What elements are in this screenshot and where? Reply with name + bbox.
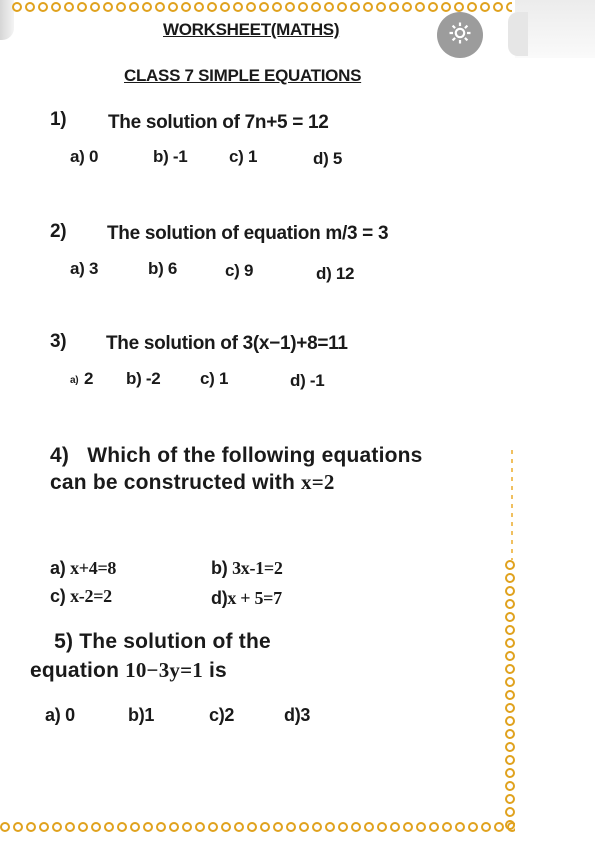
question-4-option-d-label: d) [211,588,228,608]
right-ring-border [505,560,519,830]
question-4-text: Which of the following equations can be constructed with [50,444,423,494]
border-ring [389,2,399,12]
border-ring [181,2,191,12]
class-title: CLASS 7 SIMPLE EQUATIONS [124,66,362,85]
question-5-option-c: c)2 [209,705,235,725]
border-ring [38,2,48,12]
border-ring [505,599,515,609]
border-ring [428,2,438,12]
border-ring [325,822,335,832]
border-ring [505,690,515,700]
question-4-math: x=2 [301,470,335,494]
question-3-number: 3) [50,331,67,352]
question-5-text-block [30,628,350,685]
border-ring [363,2,373,12]
border-ring [51,2,61,12]
border-ring [429,822,439,832]
border-ring [285,2,295,12]
border-ring [246,2,256,12]
border-ring [505,768,515,778]
border-ring [273,822,283,832]
border-ring [129,2,139,12]
question-2-option-d: d) 12 [316,264,355,283]
border-ring [442,822,452,832]
question-3-option-c: c) 1 [200,369,229,388]
question-4-option-a-label: a) [50,558,71,578]
border-ring [376,2,386,12]
question-5-math: 10−3y=1 [125,658,203,682]
border-ring [311,2,321,12]
question-5-number: 5) [54,630,74,653]
border-ring [505,755,515,765]
border-ring [441,2,451,12]
question-4-number: 4) [50,444,70,467]
question-2-option-b: b) 6 [148,259,178,278]
bottom-ring-border [0,822,515,836]
border-ring [65,822,75,832]
border-ring [506,2,512,12]
border-ring [454,2,464,12]
border-ring [25,2,35,12]
border-ring [221,822,231,832]
border-ring [505,664,515,674]
border-ring [505,794,515,804]
border-ring [52,822,62,832]
border-ring [493,2,503,12]
border-ring [155,2,165,12]
border-ring [505,807,515,817]
question-5-text-end: is [202,659,227,682]
border-ring [505,742,515,752]
question-4-option-b-label: b) [211,558,233,578]
border-ring [505,729,515,739]
border-ring [390,822,400,832]
question-2-option-c: c) 9 [225,261,254,280]
border-ring [26,822,36,832]
border-ring [272,2,282,12]
question-1-option-b: b) -1 [153,147,188,166]
question-5-option-d: d)3 [284,705,311,725]
question-4-option-b-math: 3x-1=2 [232,558,283,578]
border-ring [377,822,387,832]
border-ring [90,2,100,12]
border-ring [416,822,426,832]
border-ring [505,716,515,726]
question-1-text: The solution of 7n+5 = 12 [108,112,329,133]
question-1-number: 1) [50,109,67,130]
border-ring [505,677,515,687]
border-ring [233,2,243,12]
border-ring [364,822,374,832]
question-3-option-a-label: a) [70,375,79,386]
border-ring [182,822,192,832]
border-ring [116,2,126,12]
border-ring [351,822,361,832]
question-2-option-a: a) 3 [70,259,99,278]
border-ring [103,2,113,12]
border-ring [234,822,244,832]
question-4-option-c-math: x-2=2 [70,586,112,606]
border-ring [77,2,87,12]
border-ring [168,2,178,12]
top-ring-border [12,2,512,16]
border-ring [505,651,515,661]
border-ring [338,822,348,832]
border-ring [505,638,515,648]
gear-icon [447,20,473,51]
border-ring [505,625,515,635]
border-ring [220,2,230,12]
border-ring [505,703,515,713]
border-ring [467,2,477,12]
border-ring [143,822,153,832]
border-ring [13,822,23,832]
question-3-text: The solution of 3(x−1)+8=11 [106,333,348,354]
border-ring [505,573,515,583]
question-4-option-c [50,586,112,607]
border-ring [208,822,218,832]
border-ring [78,822,88,832]
border-ring [298,2,308,12]
question-1-option-d: d) 5 [313,149,343,168]
border-ring [104,822,114,832]
border-ring [0,822,10,832]
question-2-text: The solution of equation m/3 = 3 [107,223,389,244]
question-3-option-b: b) -2 [126,369,161,388]
border-ring [142,2,152,12]
border-ring [130,822,140,832]
border-ring [247,822,257,832]
border-ring [415,2,425,12]
question-4-option-a [50,558,116,579]
border-ring [39,822,49,832]
question-4-option-b [211,558,283,579]
border-ring [480,2,490,12]
border-ring [455,822,465,832]
question-3-option-d: d) -1 [290,371,325,390]
border-ring [117,822,127,832]
question-4-option-a-math: x+4=8 [70,558,117,578]
question-3-option-a-value: 2 [84,369,94,388]
faded-border-segment [511,450,513,560]
border-ring [260,822,270,832]
border-ring [156,822,166,832]
border-ring [505,560,515,570]
border-ring [286,822,296,832]
border-ring [299,822,309,832]
border-ring [207,2,217,12]
border-ring [402,2,412,12]
question-5-text: The solution of the equation [30,630,271,682]
question-1-option-a: a) 0 [70,147,99,166]
border-ring [337,2,347,12]
border-ring [312,822,322,832]
border-ring [505,781,515,791]
question-5-option-b: b)1 [128,705,155,725]
question-4-option-d [211,588,282,609]
border-ring [259,2,269,12]
question-1-option-c: c) 1 [229,147,258,166]
border-ring [507,822,515,832]
border-ring [194,2,204,12]
question-2-number: 2) [50,221,67,242]
question-4-option-d-math: x + 5=7 [227,588,282,608]
gear-button[interactable] [437,12,483,58]
border-ring [64,2,74,12]
border-ring [468,822,478,832]
border-ring [12,2,22,12]
border-ring [494,822,504,832]
border-ring [169,822,179,832]
worksheet-title: WORKSHEET(MATHS) [163,20,340,39]
border-ring [505,612,515,622]
border-ring [195,822,205,832]
question-5-option-a: a) 0 [45,705,75,725]
question-4-text-block [50,442,430,496]
border-ring [481,822,491,832]
border-ring [91,822,101,832]
question-4-option-c-label: c) [50,586,71,606]
border-ring [403,822,413,832]
side-panel-handle[interactable] [508,12,528,56]
border-ring [350,2,360,12]
border-ring [505,586,515,596]
border-ring [324,2,334,12]
